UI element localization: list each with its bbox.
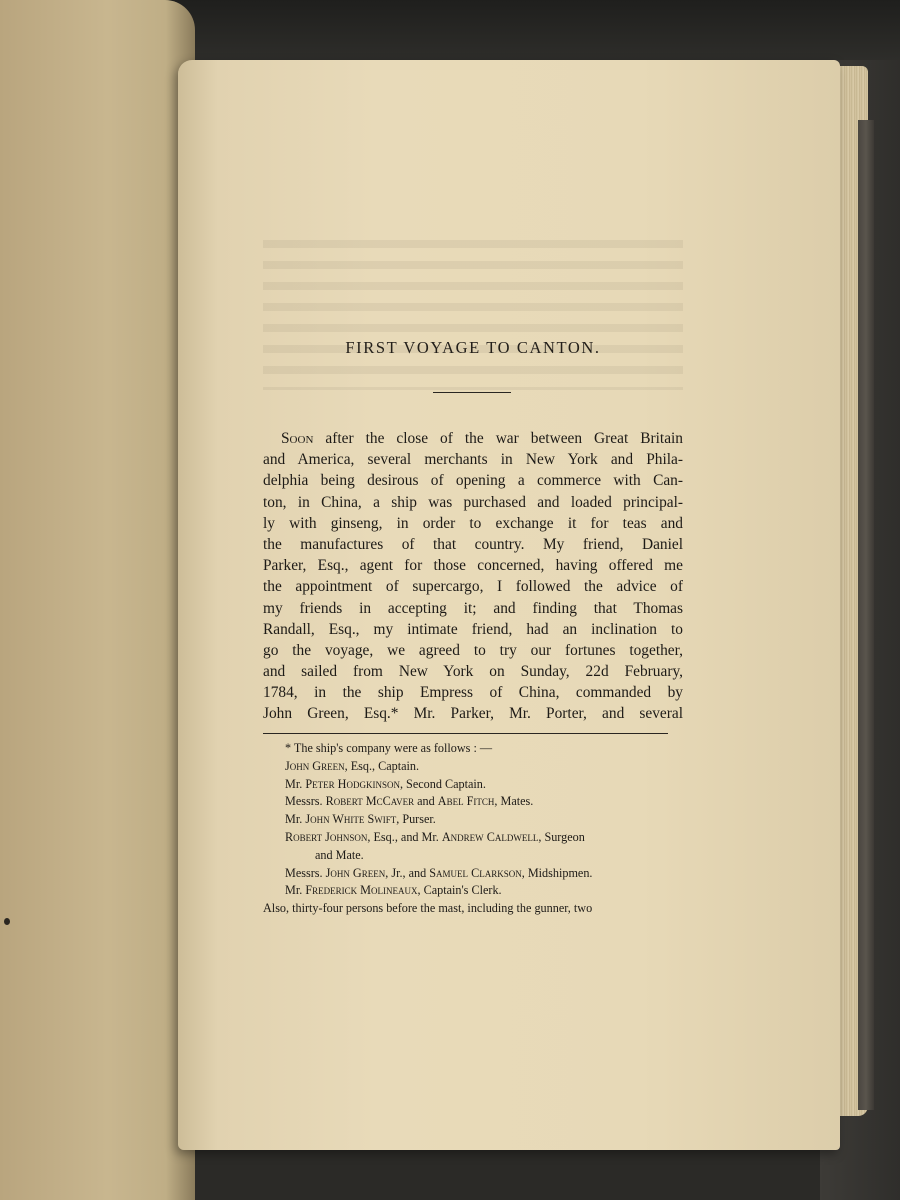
- footnote-text: , Midshipmen.: [521, 865, 593, 880]
- footnote-name: John White Swift: [305, 812, 397, 827]
- footnote-text: , Second Captain.: [399, 776, 486, 791]
- footnote-line: [263, 740, 673, 758]
- body-lead-word: Soon: [281, 430, 314, 447]
- footnote-text: and: [414, 794, 438, 809]
- footnote-line: [263, 900, 673, 918]
- footnote-text: Mr.: [285, 883, 306, 898]
- footnote-name: Peter Hodgkinson: [305, 776, 400, 791]
- body-line: [263, 598, 683, 619]
- footnote-name: John Green: [285, 758, 345, 773]
- footnote-line: [263, 793, 673, 811]
- body-line-text: ly with ginseng, in order to exchange it for teas and: [263, 514, 683, 532]
- body-text: [263, 428, 683, 725]
- body-line: [263, 534, 683, 555]
- body-line: [263, 470, 683, 491]
- body-line: [263, 619, 683, 640]
- footnote-line: [263, 776, 673, 794]
- footnote-text: , Captain's Clerk.: [417, 883, 502, 898]
- chapter-title: FIRST VOYAGE TO CANTON.: [345, 338, 601, 357]
- body-line-text: Randall, Esq., my intimate friend, had an inclination to: [263, 620, 683, 638]
- footnote-text: , Esq., Captain.: [344, 758, 420, 773]
- body-line-text: the appointment of supercargo, I followed the advice of: [263, 578, 683, 596]
- footnote-text: Mr.: [285, 812, 306, 827]
- footnote-name: Andrew Caldwell: [441, 829, 539, 844]
- footnote-name: Robert McCaver: [325, 794, 415, 809]
- footnote-text: Also, thirty-four persons before the mast, including the gunner, two: [263, 901, 593, 916]
- body-line: [263, 492, 683, 513]
- body-line-text: John Green, Esq.* Mr. Parker, Mr. Porter, and several: [263, 705, 683, 723]
- ink-spot: [4, 918, 10, 925]
- footnote-text: Messrs.: [285, 794, 326, 809]
- footnote-text: * The ship's company were as follows : —: [285, 741, 493, 755]
- footnote-line: [263, 758, 673, 776]
- body-line-text: and sailed from New York on Sunday, 22d February,: [263, 663, 683, 681]
- footnote-text: Messrs.: [285, 865, 326, 880]
- footnote-text: , Esq., and Mr.: [367, 829, 442, 844]
- footnote-name: Robert Johnson: [285, 829, 368, 844]
- title-rule: [433, 392, 511, 393]
- body-line: [263, 661, 683, 682]
- body-line: [263, 449, 683, 470]
- body-line-text: go the voyage, we agreed to try our fortunes together,: [263, 641, 683, 659]
- footnote-line: [263, 829, 673, 847]
- body-line: [263, 640, 683, 661]
- body-line-text: Parker, Esq., agent for those concerned, having offered me: [263, 557, 683, 575]
- footnote-text: , Mates.: [494, 794, 534, 809]
- footnote-name: John Green: [325, 865, 386, 880]
- footnote-text: and Mate.: [315, 847, 364, 862]
- body-line: [263, 682, 683, 703]
- body-line-text: after the close of the war between Great Britain: [313, 430, 683, 447]
- footnote-line: [263, 865, 673, 883]
- footnote-name: Samuel Clarkson: [429, 865, 522, 880]
- body-line: [263, 703, 683, 724]
- body-line-text: ton, in China, a ship was purchased and loaded principal-: [263, 493, 683, 511]
- footnote-line: [263, 847, 673, 865]
- show-through-text: [263, 240, 683, 390]
- footnote-name: Frederick Molineaux: [305, 883, 418, 898]
- body-line-text: 1784, in the ship Empress of China, commanded by: [263, 684, 683, 702]
- footnote-line: [263, 882, 673, 900]
- body-line: [263, 576, 683, 597]
- body-line: [263, 428, 683, 449]
- footnote-name: Abel Fitch: [437, 794, 495, 809]
- body-line-text: delphia being desirous of opening a commerce with Can-: [263, 472, 683, 490]
- footnote-text: , Jr., and: [385, 865, 430, 880]
- body-line: [263, 513, 683, 534]
- body-line-text: the manufactures of that country. My friend, Daniel: [263, 535, 683, 553]
- left-page: [0, 0, 195, 1200]
- footnote-text: Mr.: [285, 776, 306, 791]
- cover-strip: [858, 120, 874, 1110]
- footnotes: [263, 740, 673, 918]
- right-page: [178, 60, 840, 1150]
- body-line-text: my friends in accepting it; and finding that Thomas: [263, 599, 683, 617]
- footnote-text: , Purser.: [396, 812, 436, 827]
- footnote-line: [263, 811, 673, 829]
- body-line: [263, 555, 683, 576]
- footnote-text: , Surgeon: [538, 829, 585, 844]
- footnote-rule: [263, 733, 668, 734]
- body-line-text: and America, several merchants in New York and Phila-: [263, 451, 683, 469]
